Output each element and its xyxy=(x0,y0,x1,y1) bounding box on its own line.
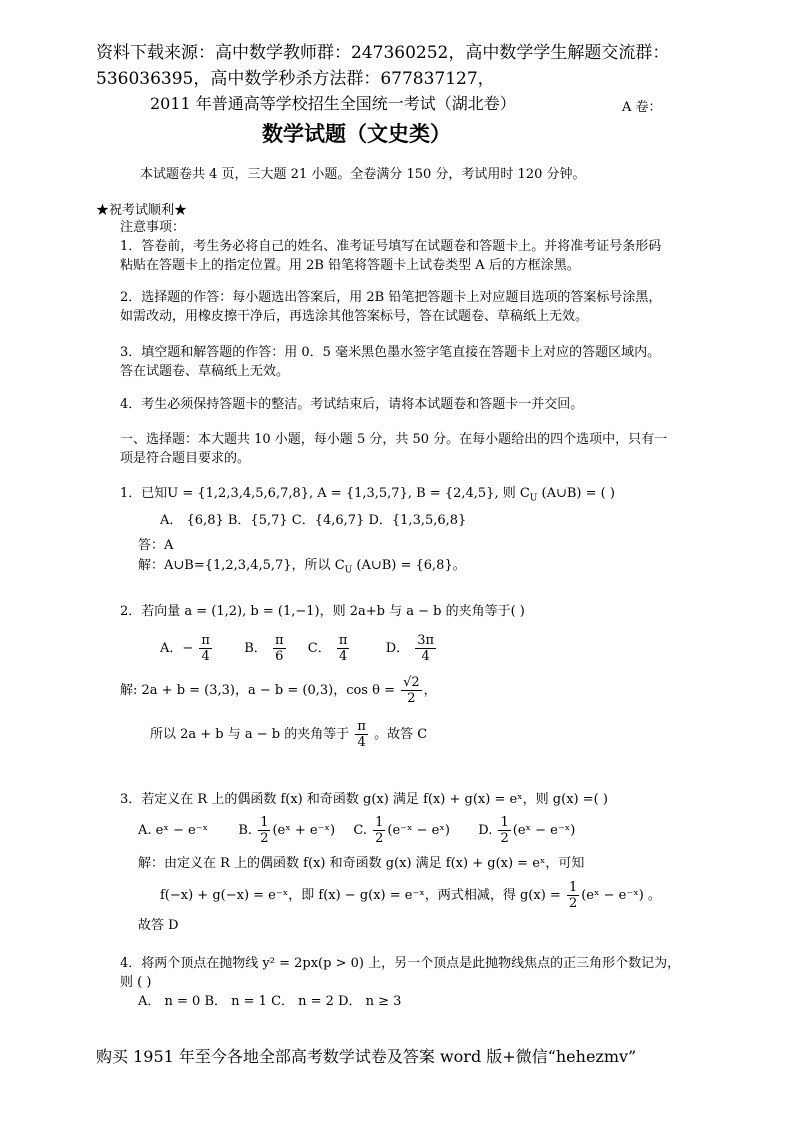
q3-option-b-label: B. xyxy=(238,823,253,838)
q2-angle-fraction: $\frac{\pi}{4}$ xyxy=(357,719,366,750)
note-2a: 2．选择题的作答：每小题选出答案后，用 2B 铅笔把答题卡上对应题目选项的答案标号涂黑， xyxy=(120,290,662,305)
source-header-line-2: 536036395，高中数学秒杀方法群：677837127， xyxy=(96,69,495,89)
q4-stem-1: 4．将两个顶点在抛物线 y² = 2px(p > 0) 上，另一个顶点是此抛物线焦点的正三角形个数记为， xyxy=(120,956,681,971)
intro-text: 本试题卷共 4 页，三大题 21 小题。全卷满分 150 分，考试用时 120 分钟。 xyxy=(140,167,586,182)
q2-option-d-label: D． xyxy=(385,641,410,656)
q3-option-c-fraction: $\frac{1}{2}$ xyxy=(375,815,384,846)
q2-solution-2-tail: 。故答 C xyxy=(374,727,428,742)
q1-options: A． {6,8} B．{5,7} C．{4,6,7} D．{1,3,5,6,8} xyxy=(160,513,467,528)
q1-solution-text: 解：A∪B={1,2,3,4,5,7}，所以 C xyxy=(138,558,345,573)
footer-ad: 购买 1951 年至今各地全部高考数学试卷及答案 word 版+微信“hehezmv” xyxy=(96,1047,637,1066)
paper-label: A 卷： xyxy=(622,100,662,115)
q2-option-a-fraction: $\frac{\pi}{4}$ xyxy=(201,633,210,664)
q3-options xyxy=(138,814,575,848)
q2-solution-2 xyxy=(150,718,427,752)
q2-cos-fraction: $\frac{√2}{2}$ xyxy=(403,675,420,706)
q2-solution-2-text: 所以 2a + b 与 a − b 的夹角等于 xyxy=(150,727,350,742)
q3-solution-2 xyxy=(160,876,661,916)
note-1a: 1．答卷前，考生务必将自己的姓名、准考证号填写在试题卷和答题卡上。并将准考证号条形码 xyxy=(120,239,662,254)
q3-option-c-label: C. xyxy=(353,823,367,838)
section-1-line-1: 一、选择题：本大题共 10 小题，每小题 5 分，共 50 分。在每小题给出的四个选项中，只有一 xyxy=(120,432,668,447)
section-1-line-2: 项是符合题目要求的。 xyxy=(120,451,251,466)
q1-stem: 1．已知U = {1,2,3,4,5,6,7,8}, A = {1,3,5,7}, B = {2,4,5}, 则 $C_U$ (A∪B) = ( ) xyxy=(120,486,615,504)
q1-answer: 答：A xyxy=(138,538,174,553)
q1-solution: 解：A∪B={1,2,3,4,5,7}，所以 $C_U$ (A∪B) = {6,8}。 xyxy=(138,558,466,576)
q2-option-c-label: C． xyxy=(307,641,331,656)
q3-option-d-label: D. xyxy=(478,823,493,838)
q3-option-c-tail: (e⁻ˣ − eˣ) xyxy=(387,823,450,838)
q3-solution-fraction: $\frac{1}{2}$ xyxy=(568,880,578,911)
q2-option-b-label: B． xyxy=(244,641,267,656)
q3-solution-3: 故答 D xyxy=(138,918,179,933)
q3-solution-1: 解：由定义在 R 上的偶函数 f(x) 和奇函数 g(x) 满足 f(x) + g(x) = eˣ，可知 xyxy=(138,856,585,871)
wish-line: ★祝考试顺利★ xyxy=(96,203,188,218)
q4-stem-2: 则 ( ) xyxy=(120,975,152,990)
note-4: 4．考生必须保持答题卡的整洁。考试结束后，请将本试题卷和答题卡一并交回。 xyxy=(120,397,584,412)
q2-option-d-fraction: $\frac{3\pi}{4}$ xyxy=(417,633,435,664)
q2-solution-1: 解: 2a + b = (3,3)，a − b = (0,3)，cos θ = $\frac{√2}{2}$ ， xyxy=(120,675,437,706)
q2-option-c-fraction: $\frac{\pi}{4}$ xyxy=(338,633,348,664)
q3-option-b-fraction: $\frac{1}{2}$ xyxy=(260,815,269,846)
q3-solution-2-text: f(−x) + g(−x) = e⁻ˣ，即 f(x) − g(x) = e⁻ˣ，两式相减，得 g(x) = xyxy=(160,888,561,903)
note-2b: 如需改动，用橡皮擦干净后，再选涂其他答案标号，答在试题卷、草稿纸上无效。 xyxy=(120,309,589,324)
q3-option-d-tail: (eˣ − e⁻ˣ) xyxy=(512,823,576,838)
subject-title: 数学试题（文史类） xyxy=(262,121,451,146)
q3-solution-2-tail: (eˣ − e⁻ˣ) 。 xyxy=(581,888,661,903)
q3-option-b-tail: (eˣ + e⁻ˣ) xyxy=(272,823,336,838)
q3-option-a: A. eˣ − e⁻ˣ xyxy=(138,823,209,838)
note-1b: 粘贴在答题卡上的指定位置。用 2B 铅笔将答题卡上试卷类型 A 后的方框涂黑。 xyxy=(120,258,580,273)
q2-solution-text: 解: 2a + b = (3,3)，a − b = (0,3)，cos θ = xyxy=(120,683,395,698)
q3-option-d-fraction: $\frac{1}{2}$ xyxy=(500,815,509,846)
note-3a: 3．填空题和解答题的作答：用 0．5 毫米黑色墨水签字笔直接在答题卡上对应的答题区域内。 xyxy=(120,345,661,360)
q4-options: A． n = 0 B． n = 1 C． n = 2 D． n ≥ 3 xyxy=(138,994,402,1009)
exam-title: 2011 年普通高等学校招生全国统一考试（湖北卷） xyxy=(150,94,516,113)
source-header-line-1: 资料下载来源：高中数学教师群：247360252，高中数学学生解题交流群： xyxy=(96,43,670,63)
q1-stem-text: 1．已知U = {1,2,3,4,5,6,7,8}, A = {1,3,5,7}, B = {2,4,5}, 则 C xyxy=(120,486,530,501)
q2-stem: 2．若向量 a = (1,2), b = (1,−1)，则 2a+b 与 a − b 的夹角等于( ) xyxy=(120,604,525,619)
q2-option-b-fraction: $\frac{\pi}{6}$ xyxy=(274,633,284,664)
q2-option-a-label: A．− xyxy=(160,641,194,656)
q3-stem: 3．若定义在 R 上的偶函数 f(x) 和奇函数 g(x) 满足 f(x) + g(x) = eˣ，则 g(x) =( ) xyxy=(120,792,608,807)
q1-solution-tail: (A∪B) = {6,8}。 xyxy=(356,558,466,573)
q1-stem-tail: (A∪B) = ( ) xyxy=(541,486,615,501)
note-3b: 答在试题卷、草稿纸上无效。 xyxy=(120,364,290,379)
q2-options xyxy=(160,632,438,666)
notes-heading: 注意事项： xyxy=(120,220,186,235)
